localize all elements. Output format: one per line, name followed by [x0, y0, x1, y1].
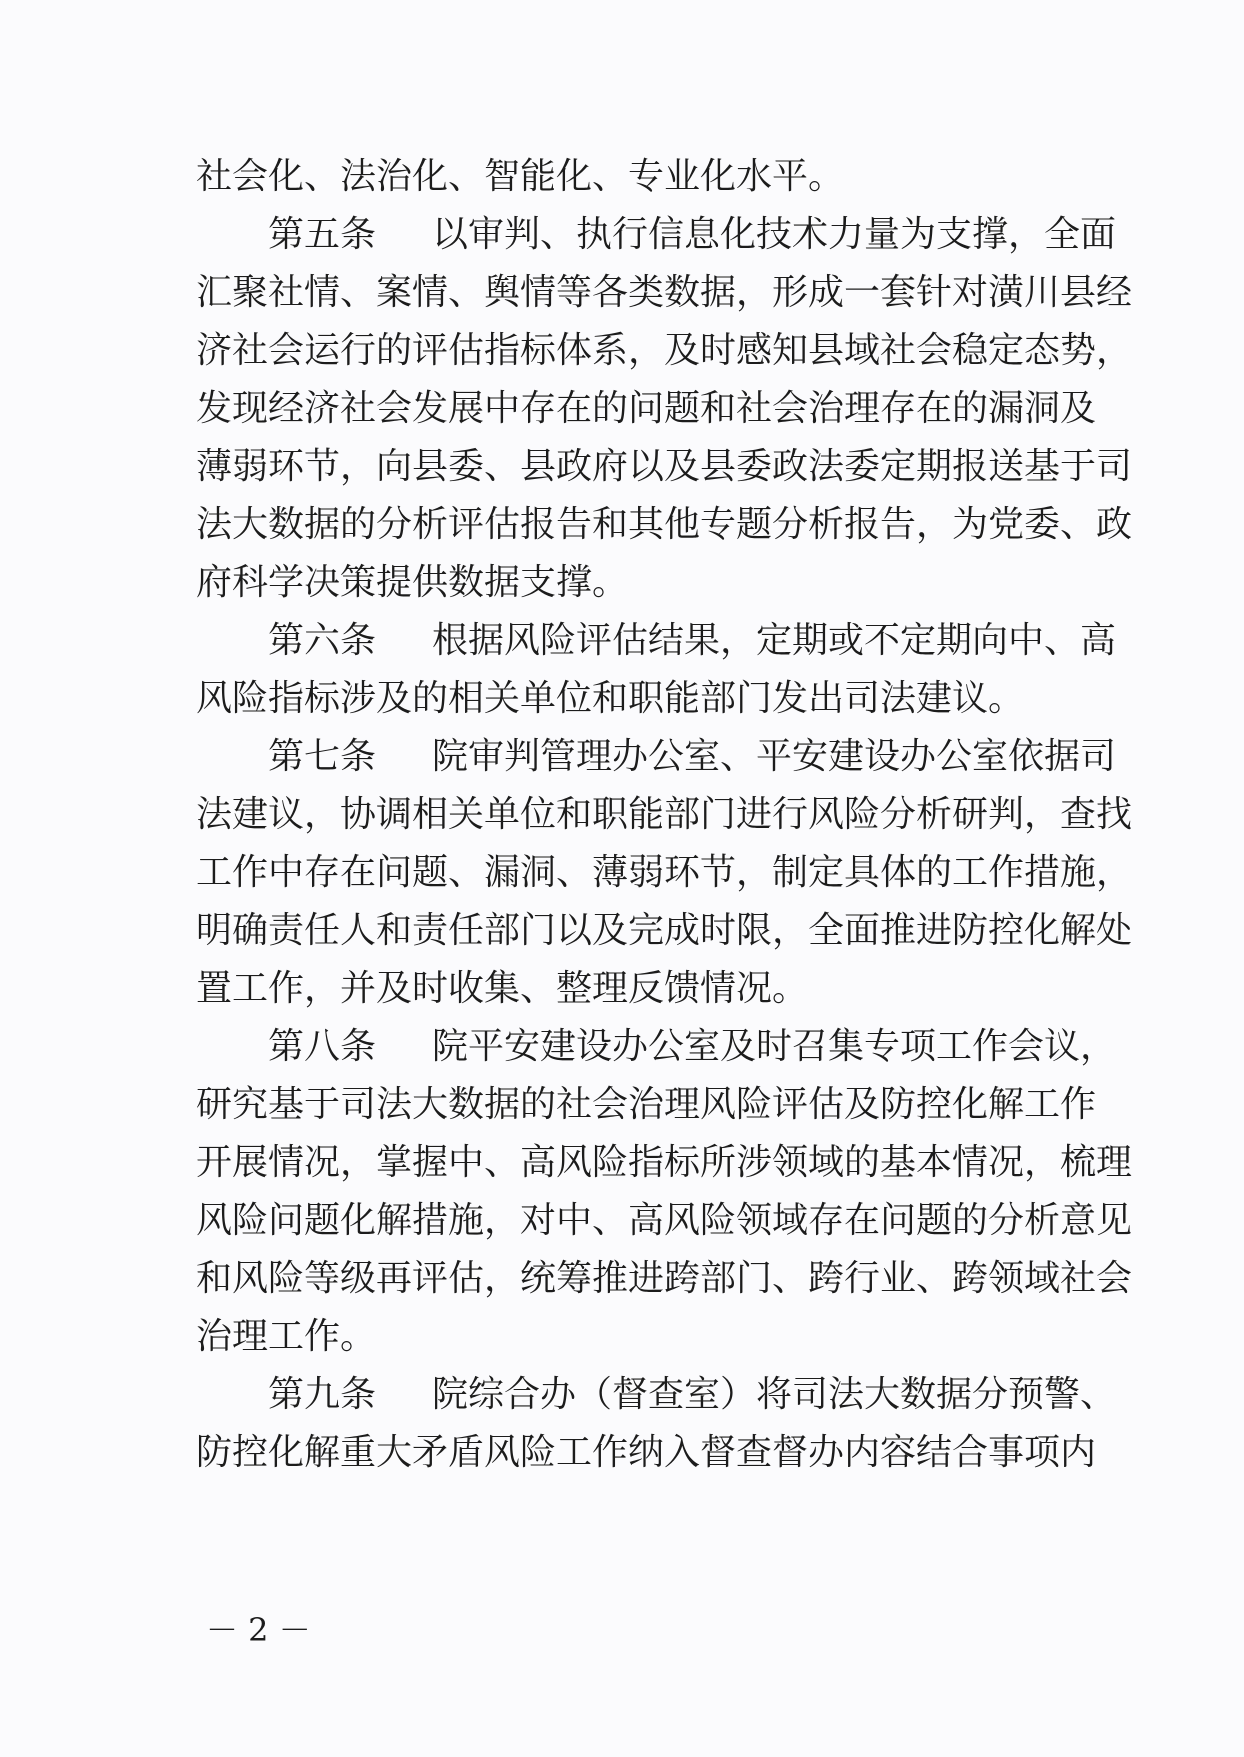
text-line: 府科学决策提供数据支撑。	[196, 562, 629, 603]
text-line: 风险指标涉及的相关单位和职能部门发出司法建议。	[196, 678, 1025, 719]
page-number: － 2 －	[206, 1611, 311, 1649]
text-line: 研究基于司法大数据的社会治理风险评估及防控化解工作	[196, 1084, 1097, 1125]
article-5-first-line	[268, 203, 1117, 267]
text-line: 院综合办（督查室）将司法大数据分预警、	[432, 1374, 1117, 1415]
text-line: 以审判、执行信息化技术力量为支撑，全面	[432, 214, 1117, 255]
text-line: 社会化、法治化、智能化、专业化水平。	[196, 156, 845, 197]
article-number-7: 第七条	[268, 736, 377, 777]
article-9-first-line	[268, 1363, 1117, 1427]
text-line: 薄弱环节，向县委、县政府以及县委政法委定期报送基于司	[196, 446, 1133, 487]
text-line: 防控化解重大矛盾风险工作纳入督查督办内容结合事项内	[196, 1432, 1097, 1473]
text-line: 法建议，协调相关单位和职能部门进行风险分析研判，查找	[196, 794, 1133, 835]
text-line: 治理工作。	[196, 1316, 377, 1357]
text-line: 风险问题化解措施，对中、高风险领域存在问题的分析意见	[196, 1200, 1133, 1241]
text-line: 明确责任人和责任部门以及完成时限，全面推进防控化解处	[196, 910, 1133, 951]
text-line: 根据风险评估结果，定期或不定期向中、高	[432, 620, 1117, 661]
text-line: 开展情况，掌握中、高风险指标所涉领域的基本情况，梳理	[196, 1142, 1133, 1183]
text-line: 院审判管理办公室、平安建设办公室依据司	[432, 736, 1117, 777]
text-line: 和风险等级再评估，统筹推进跨部门、跨行业、跨领域社会	[196, 1258, 1133, 1299]
text-line: 法大数据的分析评估报告和其他专题分析报告，为党委、政	[196, 504, 1133, 545]
article-number-6: 第六条	[268, 620, 377, 661]
text-line: 发现经济社会发展中存在的问题和社会治理存在的漏洞及	[196, 388, 1097, 429]
text-line: 院平安建设办公室及时召集专项工作会议，	[432, 1026, 1117, 1067]
article-7-first-line	[268, 725, 1117, 789]
article-8-first-line	[268, 1015, 1117, 1079]
text-line: 置工作，并及时收集、整理反馈情况。	[196, 968, 809, 1009]
article-6-first-line	[268, 609, 1117, 673]
article-number-8: 第八条	[268, 1026, 377, 1067]
text-line: 济社会运行的评估指标体系，及时感知县域社会稳定态势，	[196, 330, 1133, 371]
article-number-9: 第九条	[268, 1374, 377, 1415]
article-number-5: 第五条	[268, 214, 377, 255]
text-line: 工作中存在问题、漏洞、薄弱环节，制定具体的工作措施，	[196, 852, 1133, 893]
text-line: 汇聚社情、案情、舆情等各类数据，形成一套针对潢川县经	[196, 272, 1133, 313]
